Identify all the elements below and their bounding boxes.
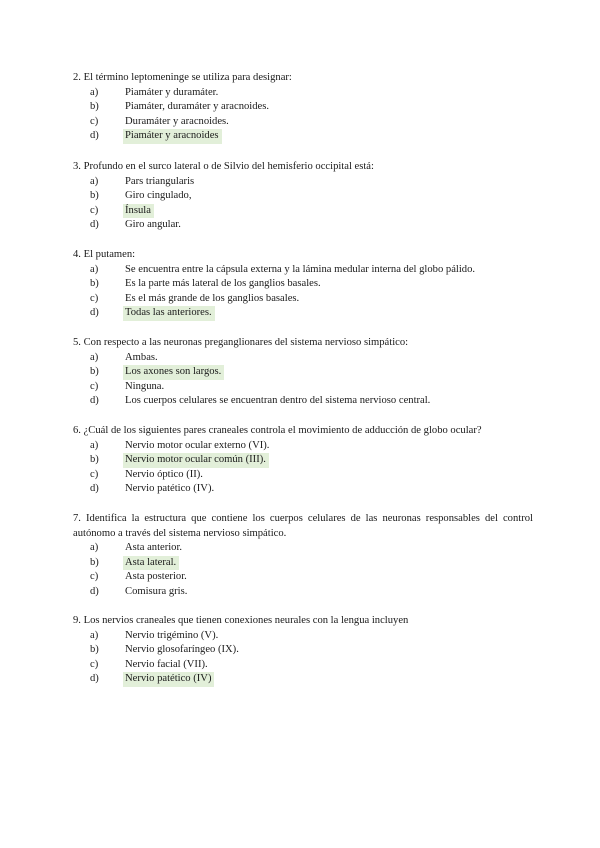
option-c[interactable] bbox=[73, 468, 533, 483]
question-9 bbox=[73, 614, 533, 687]
option-a[interactable] bbox=[73, 86, 533, 101]
option-list bbox=[73, 86, 533, 144]
option-letter: b) bbox=[90, 101, 99, 113]
option-text: Giro cingulado, bbox=[125, 190, 192, 202]
option-text-highlighted: Asta lateral. bbox=[123, 556, 179, 571]
question-5 bbox=[73, 336, 533, 409]
option-list bbox=[73, 439, 533, 497]
option-b-correct[interactable] bbox=[73, 365, 533, 380]
option-letter: d) bbox=[90, 673, 99, 685]
option-letter: a) bbox=[90, 351, 99, 363]
question-6 bbox=[73, 424, 533, 497]
option-letter: b) bbox=[90, 278, 99, 290]
option-text: Los cuerpos celulares se encuentran dentro del sistema nervioso central. bbox=[125, 395, 431, 407]
option-letter: c) bbox=[90, 115, 99, 127]
option-text-highlighted: Nervio patético (IV) bbox=[123, 672, 214, 687]
option-d[interactable] bbox=[73, 218, 533, 233]
option-text: Duramáter y aracnoides. bbox=[125, 115, 229, 127]
option-d[interactable] bbox=[73, 482, 533, 497]
option-text: Piamáter, duramáter y aracnoides. bbox=[125, 101, 269, 113]
option-b[interactable] bbox=[73, 277, 533, 292]
option-a[interactable] bbox=[73, 629, 533, 644]
option-text: Giro angular. bbox=[125, 219, 181, 231]
option-c[interactable] bbox=[73, 570, 533, 585]
option-a[interactable] bbox=[73, 175, 533, 190]
option-b-correct[interactable] bbox=[73, 556, 533, 571]
option-letter: b) bbox=[90, 366, 99, 378]
option-letter: c) bbox=[90, 204, 99, 216]
question-text: 7. Identifica la estructura que contiene los cuerpos celulares de las neuronas responsables del control autónomo a través del sistema nervioso simpático. bbox=[73, 513, 533, 539]
option-text: Asta posterior. bbox=[125, 571, 187, 583]
option-c[interactable] bbox=[73, 292, 533, 307]
option-text-highlighted: Ínsula bbox=[123, 204, 154, 219]
option-text-highlighted: Nervio motor ocular común (III). bbox=[123, 453, 269, 468]
option-letter: a) bbox=[90, 175, 99, 187]
option-d-correct[interactable] bbox=[73, 672, 533, 687]
option-letter: c) bbox=[90, 292, 99, 304]
option-b[interactable] bbox=[73, 100, 533, 115]
option-letter: b) bbox=[90, 454, 99, 466]
option-letter: c) bbox=[90, 571, 99, 583]
option-c[interactable] bbox=[73, 380, 533, 395]
option-c[interactable] bbox=[73, 115, 533, 130]
option-text: Nervio trigémino (V). bbox=[125, 629, 219, 641]
option-text: Ambas. bbox=[125, 351, 158, 363]
option-letter: c) bbox=[90, 658, 99, 670]
option-letter: d) bbox=[90, 585, 99, 597]
question-text: 6. ¿Cuál de los siguientes pares craneales controla el movimiento de adducción de globo ocular? bbox=[73, 425, 482, 436]
option-b-correct[interactable] bbox=[73, 453, 533, 468]
option-text: Se encuentra entre la cápsula externa y la lámina medular interna del globo pálido. bbox=[125, 263, 476, 275]
option-letter: d) bbox=[90, 307, 99, 319]
option-a[interactable] bbox=[73, 263, 533, 278]
option-list bbox=[73, 263, 533, 321]
option-letter: a) bbox=[90, 542, 99, 554]
option-text: Es la parte más lateral de los ganglios basales. bbox=[125, 278, 321, 290]
option-d-correct[interactable] bbox=[73, 306, 533, 321]
option-text: Nervio glosofaríngeo (IX). bbox=[125, 644, 239, 656]
question-3 bbox=[73, 160, 533, 233]
question-text: 9. Los nervios craneales que tienen conexiones neurales con la lengua incluyen bbox=[73, 615, 409, 626]
option-text: Pars triangularis bbox=[125, 175, 195, 187]
option-text: Asta anterior. bbox=[125, 542, 183, 554]
option-text: Comisura gris. bbox=[125, 585, 188, 597]
option-list bbox=[73, 629, 533, 687]
option-list bbox=[73, 541, 533, 599]
question-2 bbox=[73, 71, 533, 144]
option-letter: a) bbox=[90, 629, 99, 641]
option-b[interactable] bbox=[73, 189, 533, 204]
option-letter: a) bbox=[90, 439, 99, 451]
option-letter: b) bbox=[90, 556, 99, 568]
option-letter: b) bbox=[90, 190, 99, 202]
option-letter: d) bbox=[90, 219, 99, 231]
option-text-highlighted: Todas las anteriores. bbox=[123, 306, 215, 321]
option-text: Nervio motor ocular externo (VI). bbox=[125, 439, 270, 451]
option-text-highlighted: Los axones son largos. bbox=[123, 365, 224, 380]
option-d[interactable] bbox=[73, 585, 533, 600]
option-letter: d) bbox=[90, 130, 99, 142]
option-text: Ninguna. bbox=[125, 380, 165, 392]
question-7 bbox=[73, 512, 533, 600]
option-letter: c) bbox=[90, 468, 99, 480]
option-list bbox=[73, 351, 533, 409]
option-letter: d) bbox=[90, 395, 99, 407]
option-text: Nervio facial (VII). bbox=[125, 658, 208, 670]
question-4 bbox=[73, 248, 533, 321]
option-text: Nervio patético (IV). bbox=[125, 483, 215, 495]
option-letter: a) bbox=[90, 86, 99, 98]
option-a[interactable] bbox=[73, 351, 533, 366]
option-d[interactable] bbox=[73, 394, 533, 409]
option-letter: d) bbox=[90, 483, 99, 495]
option-text-highlighted: Piamáter y aracnoides bbox=[123, 129, 222, 144]
option-c-correct[interactable] bbox=[73, 204, 533, 219]
option-text: Es el más grande de los ganglios basales. bbox=[125, 292, 300, 304]
option-a[interactable] bbox=[73, 439, 533, 454]
question-text: 2. El término leptomeninge se utiliza para designar: bbox=[73, 72, 292, 83]
option-text: Nervio óptico (II). bbox=[125, 468, 203, 480]
question-text: 5. Con respecto a las neuronas preganglionares del sistema nervioso simpático: bbox=[73, 337, 409, 348]
option-a[interactable] bbox=[73, 541, 533, 556]
option-b[interactable] bbox=[73, 643, 533, 658]
question-text: 4. El putamen: bbox=[73, 249, 136, 260]
option-letter: b) bbox=[90, 644, 99, 656]
option-list bbox=[73, 175, 533, 233]
option-text: Piamáter y duramáter. bbox=[125, 86, 219, 98]
option-letter: a) bbox=[90, 263, 99, 275]
question-text: 3. Profundo en el surco lateral o de Silvio del hemisferio occipital está: bbox=[73, 161, 374, 172]
option-d-correct[interactable] bbox=[73, 129, 533, 144]
option-c[interactable] bbox=[73, 658, 533, 673]
option-letter: c) bbox=[90, 380, 99, 392]
